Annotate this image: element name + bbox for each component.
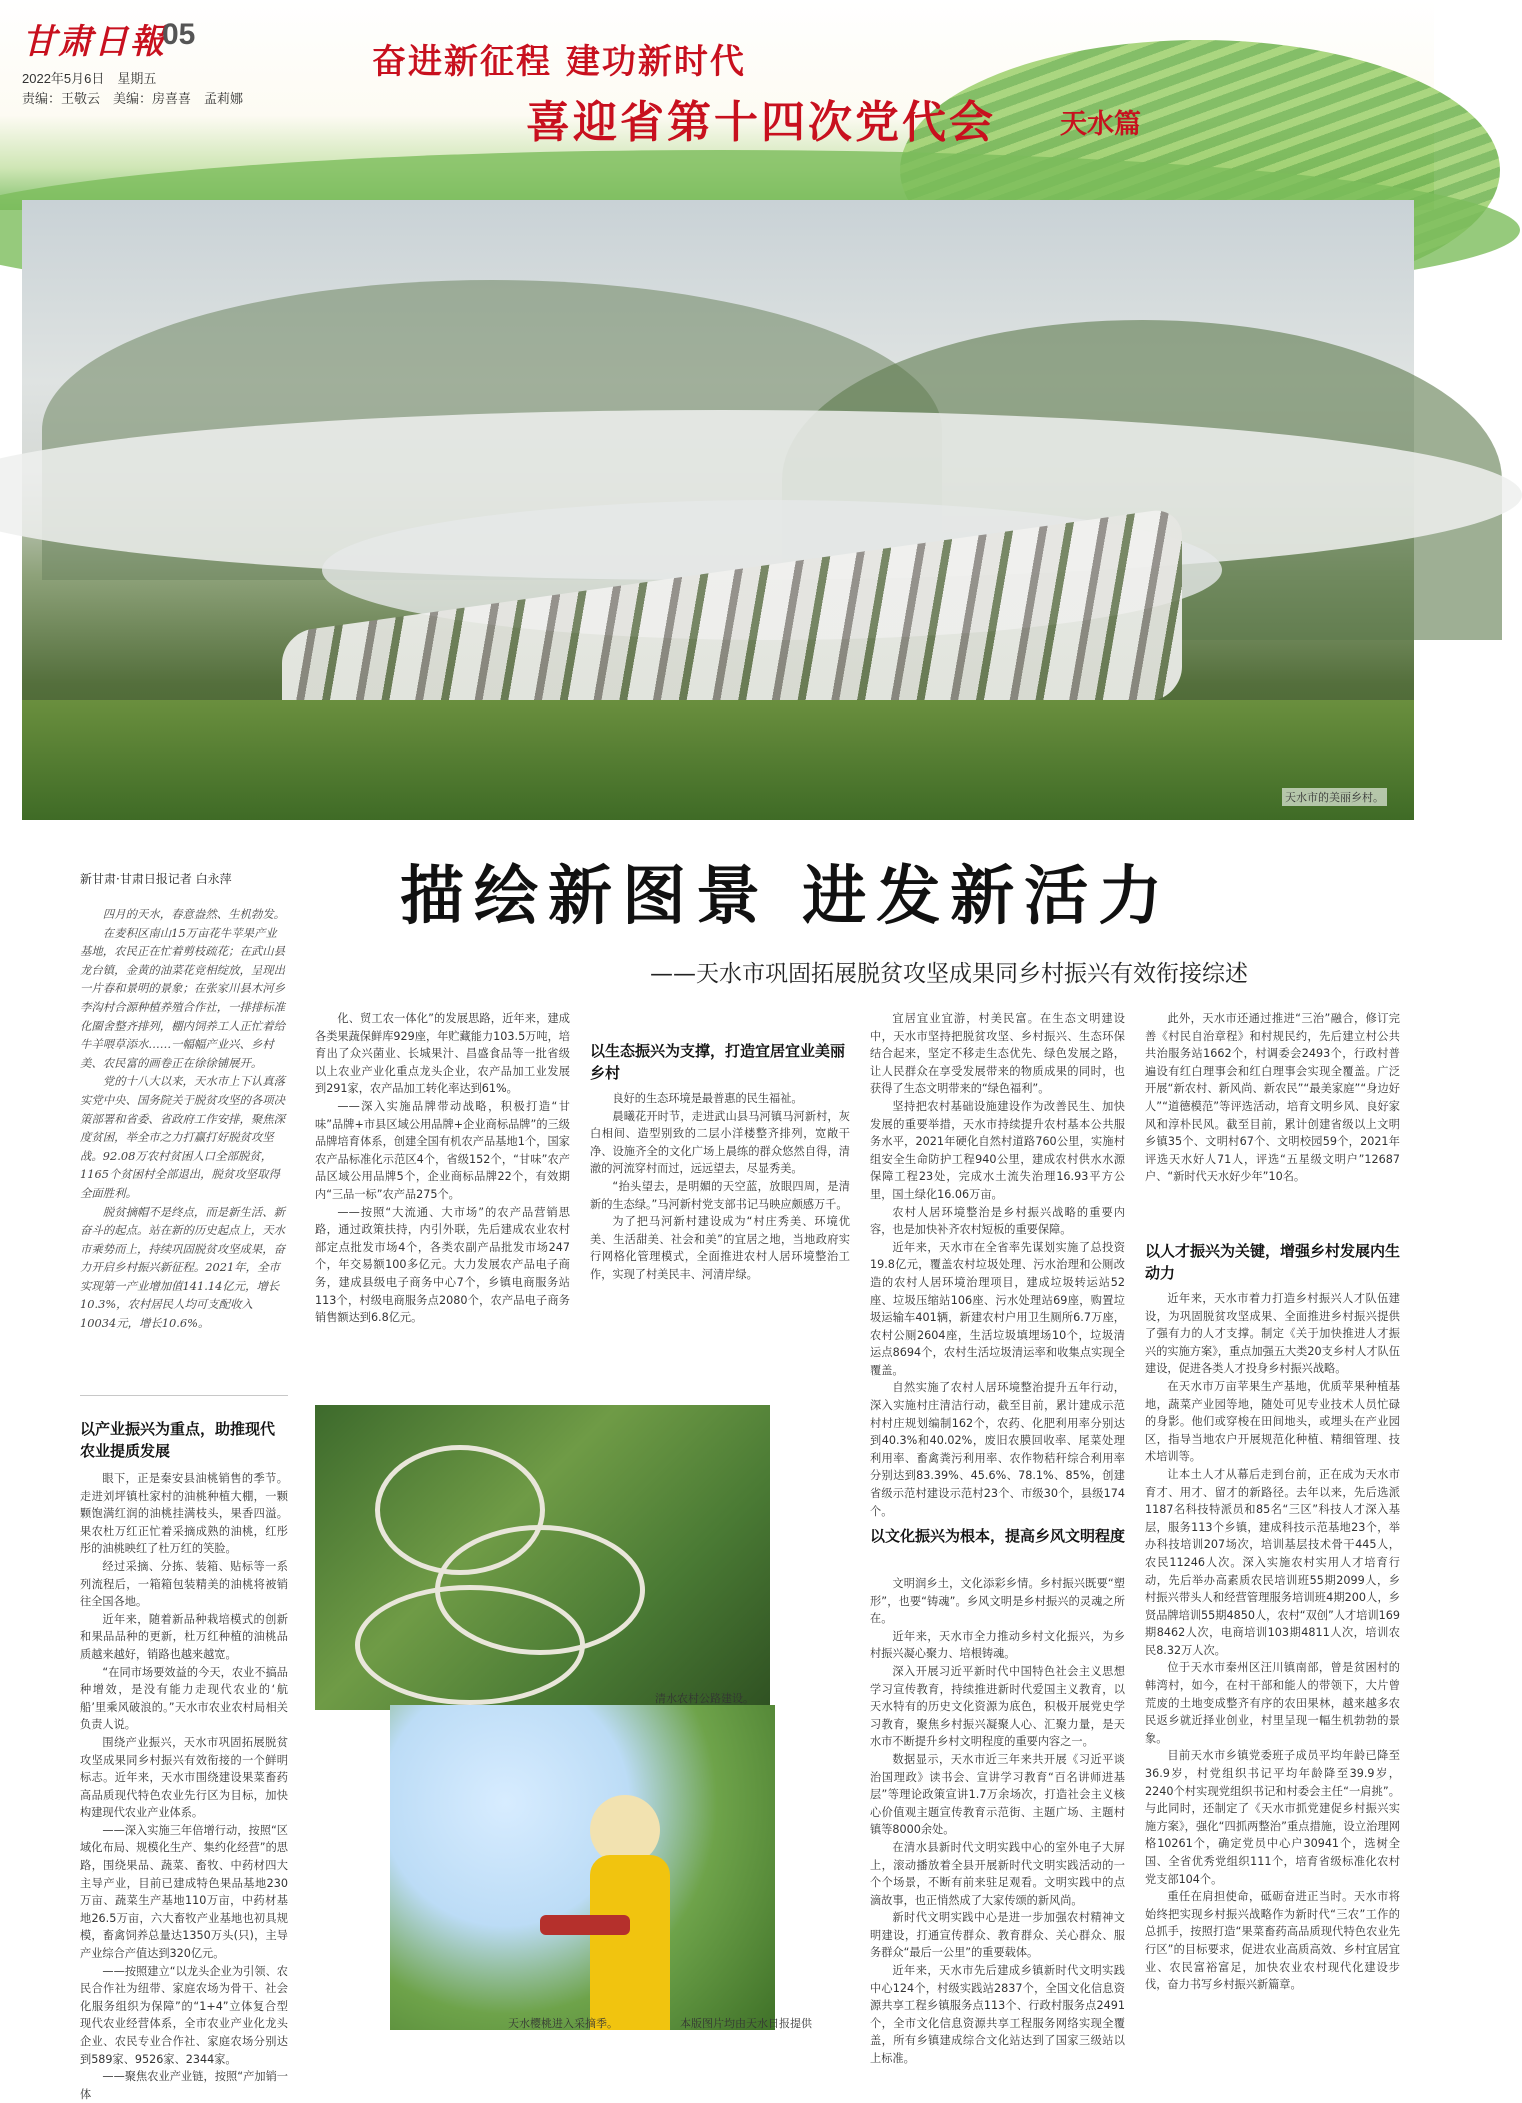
cherry-basket bbox=[540, 1915, 630, 1935]
article-subheadline: ——天水市巩固拓展脱贫攻坚成果同乡村振兴有效衔接综述 bbox=[650, 961, 1248, 987]
section-title-industry: 以产业振兴为重点，助推现代农业提质发展 bbox=[80, 1420, 276, 1460]
section-body-industry-continued bbox=[315, 1010, 570, 1395]
paragraph: 坚持把农村基础设施建设作为改善民生、加快发展的重要举措，天水市持续提升农村基本公共服务水平，2021年硬化自然村道路760公里，实施村组安全生命防护工程940公里，建成农村供水水源保障工程23处，完成水土流失治理16.93平方公里，国土绿化16.06万亩。 bbox=[870, 1099, 1125, 1201]
editor-credits: 责编：王敬云 美编：房喜喜 孟莉娜 bbox=[22, 91, 244, 106]
paragraph: ——深入实施品牌带动战略，积极打造“甘味”品牌+市县区域公用品牌+企业商标品牌”的三级品牌培育体系，创建全国有机农产品基地1个，国家农产品标准化示范区4个，省级152个，“甘味”农产品区域公用品牌5个，企业商标品牌22个，有效期内“三品一标”农产品275个。 bbox=[315, 1099, 570, 1201]
paragraph: 围绕产业振兴，天水市巩固拓展脱贫攻坚成果同乡村振兴有效衔接的一个鲜明标志。近年来，天水市围绕建设果菜畜药高品质现代特色农业先行区为目标，加快构建现代农业产业体系。 bbox=[80, 1735, 288, 1820]
paragraph: 目前天水市乡镇党委班子成员平均年龄已降至36.9岁，村党组织书记平均年龄降至39.9岁，2240个村实现党组织书记和村委会主任“一肩挑”。与此同时，还制定了《天水市抓党建促乡村振兴实施方案》，强化“四抓两整治”重点措施，设立治理网格10261个，确定党员中心户30941个，选树全国、全省优秀党组织111个，培育省级标准化农村党支部104个。 bbox=[1145, 1749, 1400, 1886]
article-byline: 新甘肃·甘肃日报记者 白永萍 bbox=[80, 872, 232, 886]
paragraph: 重任在肩担使命，砥砺奋进正当时。天水市将始终把实现乡村振兴战略作为新时代“三农”工作的总抓手，按照打造“果菜畜药高品质现代特色农业先行区”的目标要求，促进农业高质高效、乡村宜居宜业、农民富裕富足，加快农业农村现代化建设步伐，奋力书写乡村振兴新篇章。 bbox=[1145, 1890, 1400, 1992]
slogan-line-2: 喜迎省第十四次党代会 bbox=[526, 97, 996, 148]
paragraph: ——聚焦农业产业链，按照“产加销一体 bbox=[80, 2070, 288, 2101]
photo-cherry-picking bbox=[390, 1705, 775, 2030]
photo-mountain-road bbox=[315, 1405, 770, 1710]
intro-paragraph: 党的十八大以来，天水市上下认真落实党中央、国务院关于脱贫攻坚的各项决策部署和省委、省政府工作安排，聚焦深度贫困，举全市之力打赢打好脱贫攻坚战。92.08万农村贫困人口全部脱贫，1165个贫困村全部退出，脱贫攻坚取得全面胜利。 bbox=[80, 1074, 286, 1200]
road-curve bbox=[355, 1585, 585, 1705]
paragraph: 宜居宜业宜游，村美民富。在生态文明建设中，天水市坚持把脱贫攻坚、乡村振兴、生态环保结合起来，坚定不移走生态优先、绿色发展之路，让人民群众在享受发展带来的物质成果的同时，也获得了生态文明带来的“绿色福利”。 bbox=[870, 1012, 1125, 1096]
section-title-ecology: 以生态振兴为支撑，打造宜居宜业美丽乡村 bbox=[590, 1042, 846, 1082]
photo-caption-road: 清水农村公路建设。 bbox=[655, 1692, 754, 1705]
paragraph: 经过采摘、分拣、装箱、贴标等一系列流程后，一箱箱包装精美的油桃将被销往全国各地。 bbox=[80, 1559, 288, 1609]
section-title-culture: 以文化振兴为根本，提高乡风文明程度 bbox=[870, 1527, 1126, 1545]
paragraph: 此外，天水市还通过推进“三治”融合，修订完善《村民自治章程》和村规民约，先后建立村公共共治服务站1662个，村调委会2493个，行政村普遍设有红白理事会和红白理事会实现全覆盖。广泛开展“新农村、新风尚、新农民”“最美家庭”“身边好人”“道德模范”等评选活动，培育文明乡风、良好家风和淳朴民风。截至目前，累计创建省级以上文明乡镇35个、文明村67个、文明校园59个，2021年评选天水好人71人，评选“五星级文明户”12687户、“新时代天水好少年”10名。 bbox=[1145, 1012, 1400, 1184]
paragraph: 化、贸工农一体化”的发展思路，近年来，建成各类果蔬保鲜库929座，年贮藏能力103.5万吨，培育出了众兴菌业、长城果汁、昌盛食品等一批省级以上农业产业化重点龙头企业，农产品加工业发展到291家，农产品加工转化率达到61%。 bbox=[315, 1012, 570, 1096]
section-body-culture-continued bbox=[1145, 1010, 1400, 1225]
paragraph: 近年来，天水市先后建成乡镇新时代文明实践中心124个，村级实践站2837个，全国文化信息资源共享工程乡镇服务点113个、行政村服务点2491个，全市文化信息资源共享工程服务网络实现全覆盖，所有乡镇建成综合文化站达到了国家三级站以上标准。 bbox=[870, 1964, 1125, 2066]
slogan-line-1: 奋进新征程 建功新时代 bbox=[372, 42, 746, 82]
picker-figure bbox=[590, 1855, 670, 2030]
hero-photo-caption: 天水市的美丽乡村。 bbox=[1282, 788, 1387, 806]
paragraph: ——按照“大流通、大市场”的农产品营销思路，通过政策扶持，内引外联，先后建成农业农村部定点批发市场4个，各类农副产品批发市场247个，年交易额100多亿元。大力发展农产品电子商务，建成县级电子商务中心7个，乡镇电商服务站113个，村级电商服务点2080个，农产品电子商务销售额达到6.8亿元。 bbox=[315, 1205, 570, 1325]
paragraph: 新时代文明实践中心是进一步加强农村精神文明建设，打通宣传群众、教育群众、关心群众、服务群众“最后一公里”的重要载体。 bbox=[870, 1911, 1125, 1960]
newspaper-logo: 甘肃日報 bbox=[22, 22, 166, 62]
section-body-ecology-continued bbox=[870, 1010, 1125, 1518]
paragraph: 在天水市万亩苹果生产基地，优质苹果种植基地，蔬菜产业园等地，随处可见专业技术人员忙碌的身影。他们或穿梭在田间地头，或埋头在产业园区，指导当地农户开展规范化种植、精细管理、技术培训等。 bbox=[1145, 1379, 1400, 1464]
paragraph: 眼下，正是秦安县油桃销售的季节。走进刘坪镇杜家村的油桃种植大棚，一颗颗饱满红润的油桃挂满枝头，果香四溢。果农杜万红正忙着采摘成熟的油桃，红彤彤的油桃映红了杜万红的笑脸。 bbox=[80, 1472, 288, 1556]
paragraph: 良好的生态环境是最普惠的民生福祉。 bbox=[612, 1092, 803, 1105]
paragraph: “在同市场要效益的今天，农业不搞品种增效，是没有能力走现代农业的‘航船’里乘风破浪的。”天水市农业农村局相关负责人说。 bbox=[80, 1665, 288, 1732]
section-title-talent: 以人才振兴为关键，增强乡村发展内生动力 bbox=[1145, 1242, 1401, 1282]
slogan-tag: 天水篇 bbox=[1060, 109, 1141, 140]
paragraph: 深入开展习近平新时代中国特色社会主义思想学习宣传教育，持续推进新时代爱国主义教育，以天水特有的历史文化资源为底色，积极开展党史学习教育，聚焦乡村振兴凝聚人心、汇聚力量，是天水市不断提升乡村文明程度的重要内容之一。 bbox=[870, 1664, 1125, 1749]
paragraph: 在清水县新时代文明实践中心的室外电子大屏上，滚动播放着全县开展新时代文明实践活动的一个个场景，不断有前来驻足观看。文明实践中的点滴故事，也正悄然成了大家传颂的新风尚。 bbox=[870, 1840, 1125, 1907]
section-body-culture bbox=[870, 1575, 1125, 2066]
intro-paragraph: 四月的天水，春意盎然、生机勃发。 bbox=[102, 907, 286, 921]
paragraph: 近年来，天水市全力推动乡村文化振兴，为乡村振兴凝心聚力、培根铸魂。 bbox=[870, 1629, 1125, 1661]
paragraph: “抬头望去，是明媚的天空蓝，放眼四周，是清新的生态绿。”马河新村党支部书记马映应颇感万千。 bbox=[590, 1179, 850, 1211]
paragraph: 农村人居环境整治是乡村振兴战略的重要内容，也是加快补齐农村短板的重要保障。 bbox=[870, 1205, 1125, 1237]
column-divider bbox=[80, 1395, 288, 1396]
paragraph: 数据显示，天水市近三年来共开展《习近平谈治国理政》读书会、宣讲学习教育“百名讲师进基层”等理论政策宣讲1.7万余场次，打造社会主义核心价值观主题宣传教育示范街、主题广场、主题村镇等8000余处。 bbox=[870, 1752, 1125, 1837]
paragraph: 为了把马河新村建设成为“村庄秀美、环境优美、生活甜美、社会和美”的宜居之地，当地政府实行网格化管理模式，全面推进农村人居环境整治工作，实现了村美民丰、河清岸绿。 bbox=[590, 1215, 850, 1281]
issue-date: 2022年5月6日 星期五 bbox=[22, 71, 157, 86]
paragraph: ——按照建立“以龙头企业为引领、农民合作社为纽带、家庭农场为骨干、社会化服务组织为保障”的“1+4”立体复合型现代农业经营体系，全市农业产业化龙头企业、农民专业合作社、家庭农场分别达到589家、9526家、2344家。 bbox=[80, 1964, 288, 2066]
section-body-talent bbox=[1145, 1290, 1400, 2030]
section-body-industry bbox=[80, 1470, 288, 2101]
paragraph: 晨曦花开时节，走进武山县马河镇马河新村，灰白相间、造型别致的二层小洋楼整齐排列，宽敞干净、设施齐全的文化广场上晨练的群众悠然自得，清澈的河流穿村而过，远远望去，尽显秀美。 bbox=[590, 1109, 850, 1176]
article-headline: 描绘新图景 进发新活力 bbox=[400, 860, 1173, 934]
paragraph: ——深入实施三年倍增行动，按照“区域化布局、规模化生产、集约化经营”的思路，围绕果品、蔬菜、畜牧、中药材四大主导产业，目前已建成特色果品基地230万亩、蔬菜生产基地110万亩，中药材基地26.5万亩，六大畜牧产业基地也初具规模，畜禽饲养总量达1350万头(只)，主导产业综合产值达到320亿元。 bbox=[80, 1823, 288, 1961]
paragraph: 近年来，天水市在全省率先谋划实施了总投资19.8亿元，覆盖农村垃圾处理、污水治理和公厕改造的农村人居环境治理项目，建成垃圾转运站52座、垃圾压缩站106座、污水处理站69座，购置垃圾运输车401辆，新建农村户用卫生厕所6.7万座，农村公厕2604座，生活垃圾填埋场10个，垃圾清运点8694个，农村生活垃圾清运率和收集点实现全覆盖。 bbox=[870, 1240, 1125, 1377]
hero-photo-village bbox=[22, 200, 1414, 805]
paragraph: 近年来，天水市着力打造乡村振兴人才队伍建设，为巩固脱贫攻坚成果、全面推进乡村振兴提供了强有力的人才支撑。制定《关于加快推进人才振兴的实施方案》，重点加强五大类20支乡村人才队伍建设，促进各类人才投身乡村振兴战略。 bbox=[1145, 1292, 1400, 1376]
foreground-grass bbox=[22, 700, 1414, 820]
photo-caption-cherry: 天水樱桃进入采摘季。 bbox=[508, 2017, 618, 2030]
article-intro bbox=[80, 905, 288, 1333]
section-body-ecology bbox=[590, 1090, 850, 1395]
intro-paragraph: 在麦积区南山15万亩花牛苹果产业基地，农民正在忙着剪枝疏花；在武山县龙台镇，金黄的油菜花竞相绽放，呈现出一片春和景明的景象；在张家川县木河乡李沟村合源种植养殖合作社，一排排标准化圈舍整齐排列，棚内饲养工人正忙着给牛羊喂草添水……一幅幅产业兴、乡村美、农民富的画卷正在徐徐铺展开。 bbox=[80, 925, 286, 1070]
paragraph: 近年来，随着新品种栽培模式的创新和果品品种的更新，杜万红种植的油桃品质越来越好，销路也越来越宽。 bbox=[80, 1612, 288, 1661]
paragraph: 自然实施了农村人居环境整治提升五年行动，深入实施村庄清洁行动，截至目前，累计建成示范村村庄规划编制162个，农药、化肥利用率分别达到40.3%和40.02%，废旧农膜回收率、尾菜处理利用率、畜禽粪污利用率、农作物秸秆综合利用率分别达到83.39%、45.6%、78.1%、85%，创建省级示范村建设示范村23个、市级30个，县级174个。 bbox=[870, 1381, 1125, 1518]
photo-credit: 本版图片均由天水日报提供 bbox=[680, 2017, 812, 2030]
intro-paragraph: 脱贫摘帽不是终点，而是新生活、新奋斗的起点。站在新的历史起点上，天水市乘势而上，持续巩固脱贫攻坚成果，奋力开启乡村振兴新征程。2021年，全市实现第一产业增加值141.14亿元，增长10.3%，农村居民人均可支配收入10034元，增长10.6%。 bbox=[80, 1204, 286, 1331]
paragraph: 让本土人才从幕后走到台前，正在成为天水市育才、用才、留才的新路径。去年以来，先后选派1187名科技特派员和85名“三区”科技人才深入基层，服务113个乡镇，建成科技示范基地23个，举办科技培训207场次，培训基层技术骨干445人，农民11246人次。深入实施农村实用人才培育行动，先后举办高素质农民培训班55期2099人，乡村振兴带头人和经营管理服务培训班4期200人，乡贤品牌培训55期4850人，农村“双创”人才培训169期8462人次，电商培训103期4811人次，培训农民8.32万人次。 bbox=[1145, 1467, 1400, 1657]
paragraph: 文明润乡土，文化添彩乡情。乡村振兴既要“塑形”，也要“铸魂”。乡风文明是乡村振兴的灵魂之所在。 bbox=[870, 1577, 1125, 1626]
page-number: 05 bbox=[162, 18, 196, 51]
paragraph: 位于天水市秦州区汪川镇南部，曾是贫困村的韩湾村，如今，在村干部和能人的带领下，大片曾荒废的土地变成整齐有序的农田果林，越来越多农民返乡就近择业创业，村里呈现一幅生机勃勃的景象。 bbox=[1145, 1661, 1400, 1745]
